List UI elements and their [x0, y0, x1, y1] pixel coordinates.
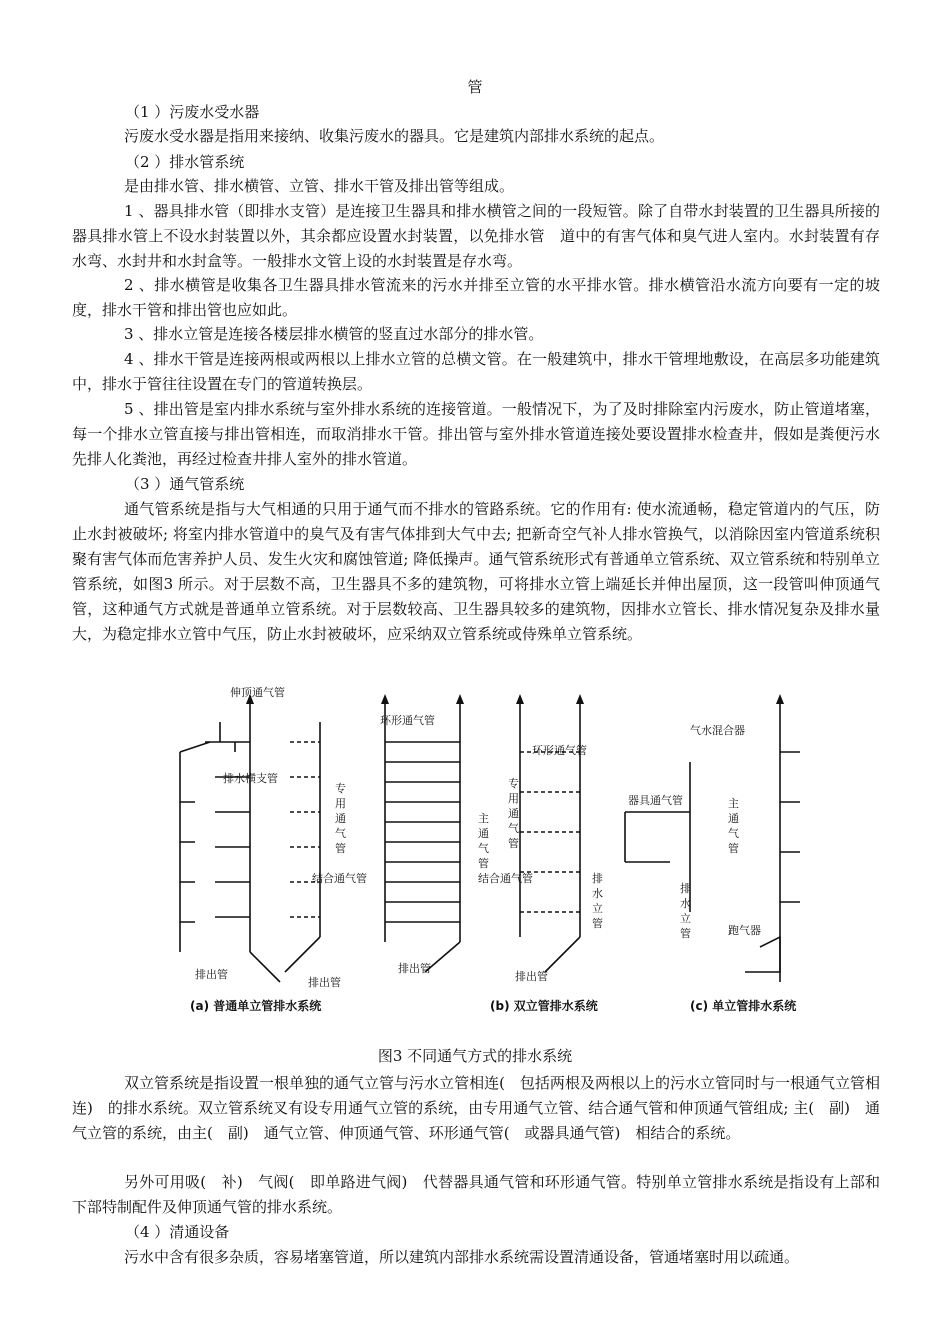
paragraph: 2 、排水横管是收集各卫生器具排水管流来的污水并排至立管的水平排水管。排水横管沿水流方向要有一定的坡度，排水干管和排出管也应如此。 — [72, 276, 880, 319]
svg-text:主: 主 — [478, 812, 489, 825]
svg-text:专: 专 — [508, 777, 519, 790]
svg-text:气: 气 — [728, 827, 739, 840]
svg-text:通: 通 — [728, 812, 739, 825]
label-c-main — [728, 797, 739, 855]
svg-text:用: 用 — [508, 792, 519, 805]
figure-caption: 图3 不同通气方式的排水系统 — [377, 1047, 573, 1065]
section-heading: （3 ）通气管系统 — [125, 475, 245, 493]
section-heading: （1 ）污废水受水器 — [125, 103, 260, 121]
label-a-outlet2: 排出管 — [308, 976, 341, 989]
paragraph: 4 、排水干管是连接两根或两根以上排水立管的总横文管。在一般建筑中，排水干管埋地敷设，在高层多功能建筑中，排水于管往往设置在专门的管道转换层。 — [72, 350, 880, 393]
label-a-dedicated — [335, 781, 346, 855]
svg-text:排: 排 — [592, 872, 603, 885]
svg-text:管: 管 — [508, 837, 519, 850]
svg-text:立: 立 — [680, 912, 691, 925]
svg-text:管: 管 — [478, 857, 489, 870]
svg-text:气: 气 — [478, 842, 489, 855]
svg-text:管: 管 — [592, 917, 603, 930]
svg-text:气: 气 — [335, 827, 346, 840]
svg-text:通: 通 — [508, 807, 519, 820]
label-a-branch: 排水横支管 — [223, 772, 278, 785]
section-heading: （2 ）排水管系统 — [125, 153, 245, 171]
label-b-stack — [592, 871, 603, 930]
svg-text:主: 主 — [728, 797, 739, 810]
svg-text:管: 管 — [335, 842, 346, 855]
label-a-vent: 伸顶通气管 — [230, 686, 285, 699]
paragraph: 3 、排水立管是连接各楼层排水横管的竖直过水部分的排水管。 — [124, 325, 544, 343]
caption-b: (b) 双立管排水系统 — [490, 999, 598, 1013]
svg-text:通: 通 — [335, 812, 346, 825]
label-b-ring2: 环形通气管 — [532, 744, 587, 757]
svg-text:气: 气 — [508, 822, 519, 835]
paragraph: 污废水受水器是指用来接纳、收集污废水的器具。它是建筑内部排水系统的起点。 — [124, 127, 665, 145]
section-heading: （4 ）清通设备 — [125, 1223, 230, 1241]
paragraph: 双立管系统是指设置一根单独的通气立管与污水立管相连( 包括两根及两根以上的污水立管同时与一根通气立管相连) 的排水系统。双立管系统叉有设专用通气立管的系统，由专用通气立管、结合通气管和伸顶通气管组成; 主( 副) 通气立管的系统，由主( 副) 通气立管、伸顶通气管、环形通气管( 或器具通气管) 相结合的系统。 — [72, 1074, 880, 1142]
svg-text:用: 用 — [335, 797, 346, 810]
label-b-main — [478, 812, 489, 870]
svg-text:管: 管 — [728, 842, 739, 855]
label-b-outlet: 排出管 — [398, 962, 431, 975]
figure-drainage-systems — [160, 682, 800, 1022]
page-title: 管 — [467, 78, 483, 96]
paragraph: 另外可用吸( 补) 气阀( 即单路进气阀) 代替器具通气管和环形通气管。特别单立管排水系统是指设有上部和下部特制配件及伸顶通气管的排水系统。 — [72, 1173, 880, 1216]
svg-text:水: 水 — [592, 887, 603, 900]
paragraph: 污水中含有很多杂质，容易堵塞管道，所以建筑内部排水系统需设置清通设备，管通堵塞时用以疏通。 — [124, 1248, 800, 1266]
caption-a: (a) 普通单立管排水系统 — [190, 999, 322, 1013]
caption-c: (c) 单立管排水系统 — [690, 999, 797, 1013]
label-c-fixture-vent: 器具通气管 — [628, 794, 683, 807]
label-a-outlet1: 排出管 — [195, 968, 228, 981]
svg-text:排: 排 — [680, 882, 691, 895]
label-b-dedicated — [508, 776, 519, 850]
label-b-joint: 结合通气管 — [478, 872, 533, 885]
paragraph: 1 、器具排水管（即排水支管）是连接卫生器具和排水横管之间的一段短管。除了自带水封装置的卫生器具所接的器具排水管上不设水封装置以外，其余都应设置水封装置，以免排水管 道中的有害气体和臭气进人室内。水封装置有存水弯、水封井和水封盒等。一般排水文管上设的水封装置是存水弯。 — [72, 202, 880, 270]
label-a-joint: 结合通气管 — [312, 872, 367, 885]
label-b-ring: 环形通气管 — [380, 714, 435, 727]
svg-text:专: 专 — [335, 782, 346, 795]
label-c-mixer: 气水混合器 — [690, 724, 745, 737]
label-b-outlet2: 排出管 — [515, 970, 548, 983]
label-c-deaerator: 跑气器 — [728, 924, 761, 937]
svg-text:水: 水 — [680, 897, 691, 910]
svg-text:通: 通 — [478, 827, 489, 840]
svg-text:管: 管 — [680, 927, 691, 940]
paragraph: 5 、排出管是室内排水系统与室外排水系统的连接管道。一般情况下，为了及时排除室内污废水，防止管道堵塞，每一个排水立管直接与排出管相连，而取消排水干管。排出管与室外排水管道连接处要设置排水检查井，假如是粪便污水先排人化粪池，再经过检查井排人室外的排水管道。 — [72, 400, 880, 468]
paragraph: 通气管系统是指与大气相通的只用于通气而不排水的管路系统。它的作用有: 使水流通畅，稳定管道内的气压，防止水封被破坏; 将室内排水管道中的臭气及有害气体排到大气中去; 把新奇空气补人排水管换气，以消除因室内管道系统积聚有害气体而危害养护人员、发生火灾和腐蚀管道; 降低操声。通气管系统形式有普通单立管系统、双立管系统和特别单立管系统，如图3 所示。对于层数不高，卫生器具不多的建筑物，可将排水立管上端延长并伸出屋顶，这一段管叫伸顶通气管，这种通气方式就是普通单立管系统。对于层数较高、卫生器具较多的建筑物，因排水立管长、排水情况复杂及排水量大，为稳定排水立管中气压，防止水封被破坏，应采纳双立管系统或侍殊单立管系统。 — [72, 500, 880, 643]
paragraph: 是由排水管、排水横管、立管、排水干管及排出管等组成。 — [124, 177, 515, 195]
drainage-diagram — [160, 682, 800, 1022]
svg-text:立: 立 — [592, 902, 603, 915]
